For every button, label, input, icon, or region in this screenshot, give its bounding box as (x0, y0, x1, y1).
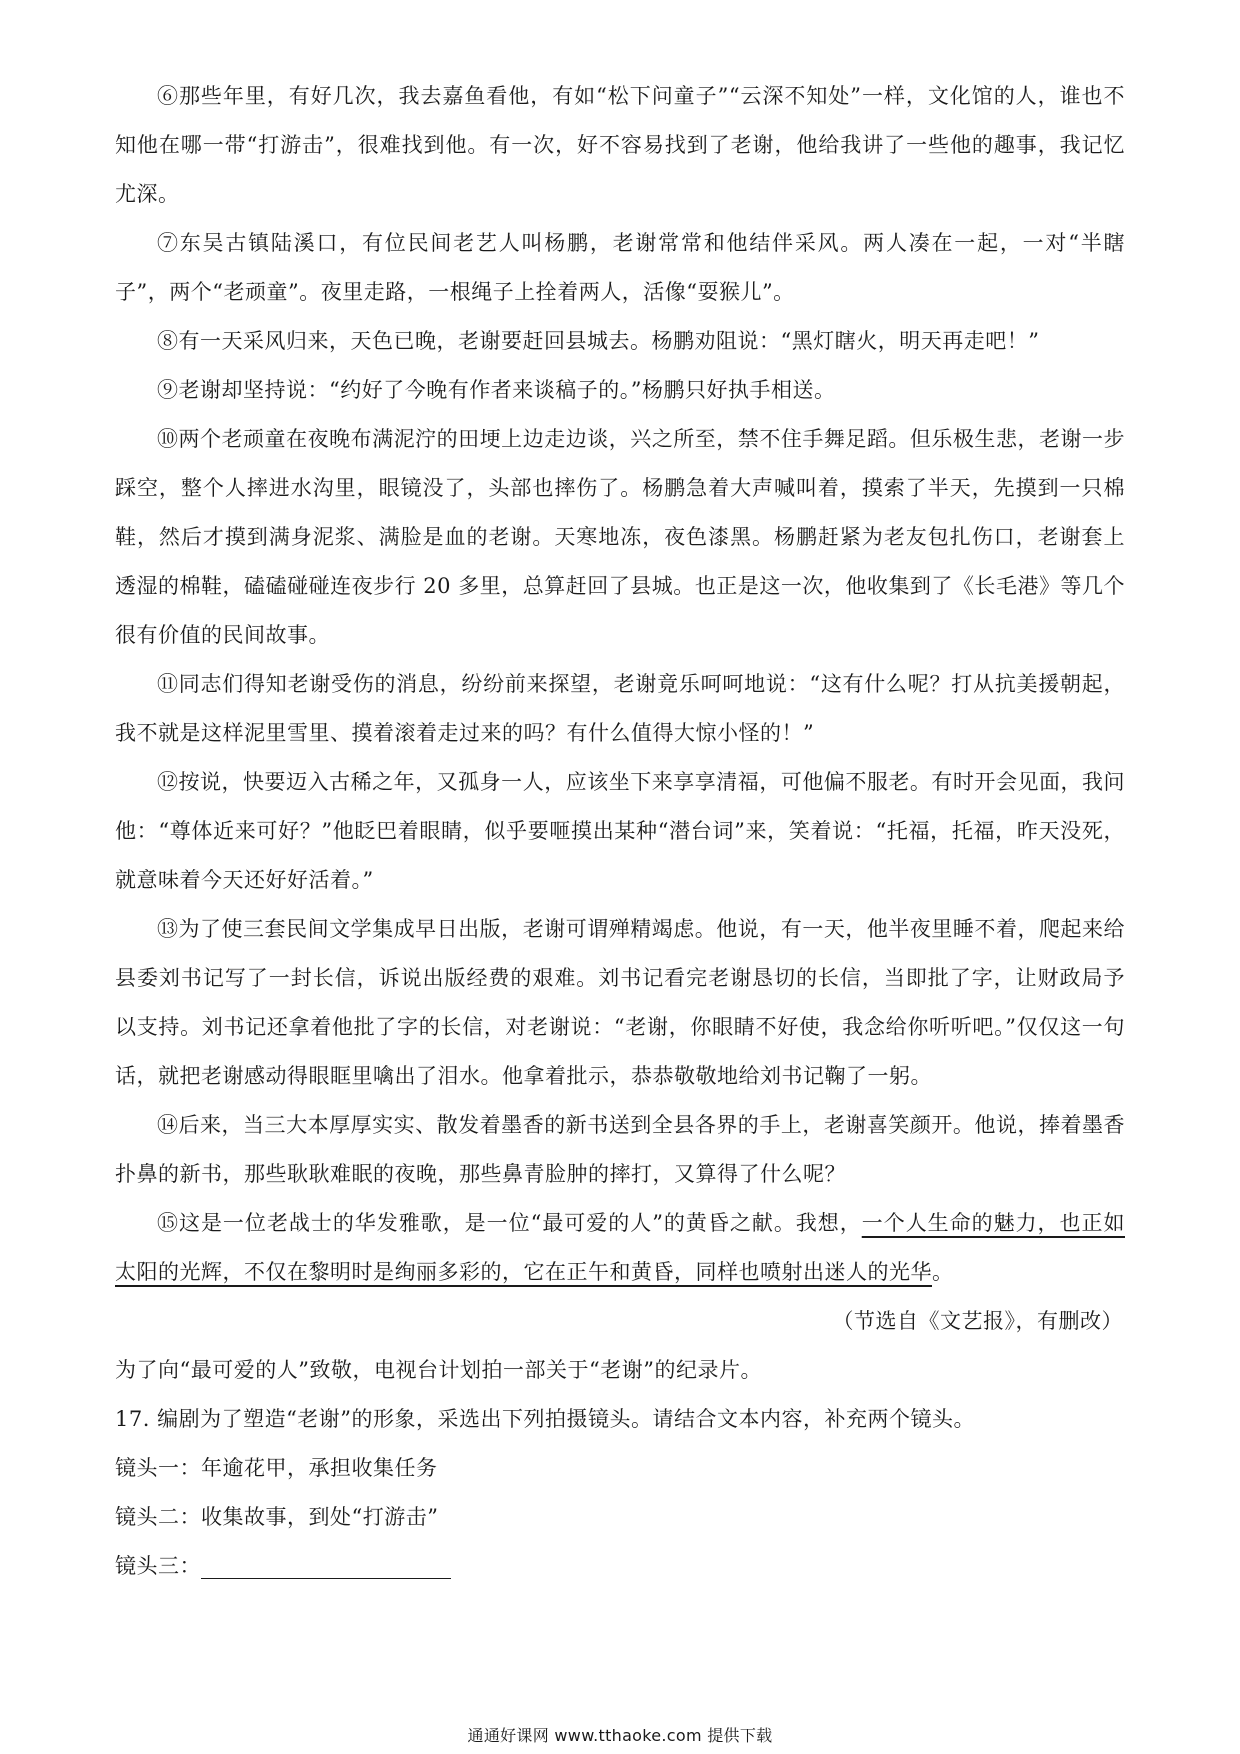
paragraph-15 (115, 1199, 1125, 1297)
paragraph-12: ⑫按说，快要迈入古稀之年，又孤身一人，应该坐下来享享清福，可他偏不服老。有时开会见面，我问他：“尊体近来可好？”他眨巴着眼睛，似乎要咂摸出某种“潜台词”来，笑着说：“托福，托福，昨天没死，就意味着今天还好好活着。” (115, 770, 1125, 892)
page-footer: 通通好课网 www.tthaoke.com 提供下载 (467, 1726, 773, 1745)
paragraph-15-end: 。 (932, 1260, 954, 1284)
paragraph-10: ⑩两个老顽童在夜晚布满泥泞的田埂上边走边谈，兴之所至，禁不住手舞足蹈。但乐极生悲，老谢一步踩空，整个人摔进水沟里，眼镜没了，头部也摔伤了。杨鹏急着大声喊叫着，摸索了半天，先摸到一只棉鞋，然后才摸到满身泥浆、满脸是血的老谢。天寒地冻，夜色漆黑。杨鹏赶紧为老友包扎伤口，老谢套上透湿的棉鞋，磕磕碰碰连夜步行 20 多里，总算赶回了县城。也正是这一次，他收集到了《长毛港》等几个很有价值的民间故事。 (115, 427, 1125, 647)
shot-1: 镜头一：年逾花甲，承担收集任务 (115, 1456, 438, 1480)
underlined-sentence: 一个人生命的魅力，也正如太阳的光辉，不仅在黎明时是绚丽多彩的，它在正午和黄昏，同样也喷射出迷人的光华 (115, 1211, 1125, 1284)
task-intro: 为了向“最可爱的人”致敬，电视台计划拍一部关于“老谢”的纪录片。 (115, 1358, 762, 1382)
paragraph-13: ⑬为了使三套民间文学集成早日出版，老谢可谓殚精竭虑。他说，有一天，他半夜里睡不着，爬起来给县委刘书记写了一封长信，诉说出版经费的艰难。刘书记看完老谢恳切的长信，当即批了字，让财政局予以支持。刘书记还拿着他批了字的长信，对老谢说：“老谢，你眼睛不好使，我念给你听听吧。”仅仅这一句话，就把老谢感动得眼眶里噙出了泪水。他拿着批示，恭恭敬敬地给刘书记鞠了一躬。 (115, 917, 1125, 1088)
paragraph-8: ⑧有一天采风归来，天色已晚，老谢要赶回县城去。杨鹏劝阻说：“黑灯瞎火，明天再走吧！” (157, 329, 1040, 353)
paragraph-15-lead: ⑮这是一位老战士的华发雅歌，是一位“最可爱的人”的黄昏之献。我想， (157, 1211, 862, 1235)
paragraph-6: ⑥那些年里，有好几次，我去嘉鱼看他，有如“松下问童子”“云深不知处”一样，文化馆的人，谁也不知他在哪一带“打游击”，很难找到他。有一次，好不容易找到了老谢，他给我讲了一些他的趣事，我记忆尤深。 (115, 84, 1125, 206)
shot-3 (115, 1542, 1125, 1591)
answer-blank[interactable] (201, 1548, 451, 1579)
source-citation: （节选自《文艺报》，有删改） (832, 1309, 1123, 1333)
paragraph-9: ⑨老谢却坚持说：“约好了今晚有作者来谈稿子的。”杨鹏只好执手相送。 (157, 378, 836, 402)
paragraph-11: ⑪同志们得知老谢受伤的消息，纷纷前来探望，老谢竟乐呵呵地说：“这有什么呢？打从抗美援朝起，我不就是这样泥里雪里、摸着滚着走过来的吗？有什么值得大惊小怪的！” (115, 672, 1125, 745)
paragraph-14: ⑭后来，当三大本厚厚实实、散发着墨香的新书送到全县各界的手上，老谢喜笑颜开。他说，捧着墨香扑鼻的新书，那些耿耿难眠的夜晚，那些鼻青脸肿的摔打，又算得了什么呢？ (115, 1113, 1125, 1186)
question-17: 17. 编剧为了塑造“老谢”的形象，采选出下列拍摄镜头。请结合文本内容，补充两个镜头。 (115, 1407, 976, 1431)
shot-3-label: 镜头三： (115, 1554, 201, 1578)
shot-2: 镜头二：收集故事，到处“打游击” (115, 1505, 439, 1529)
document-body (115, 72, 1125, 1591)
paragraph-7: ⑦东吴古镇陆溪口，有位民间老艺人叫杨鹏，老谢常常和他结伴采风。两人凑在一起，一对“半瞎子”，两个“老顽童”。夜里走路，一根绳子上拴着两人，活像“耍猴儿”。 (115, 231, 1125, 304)
